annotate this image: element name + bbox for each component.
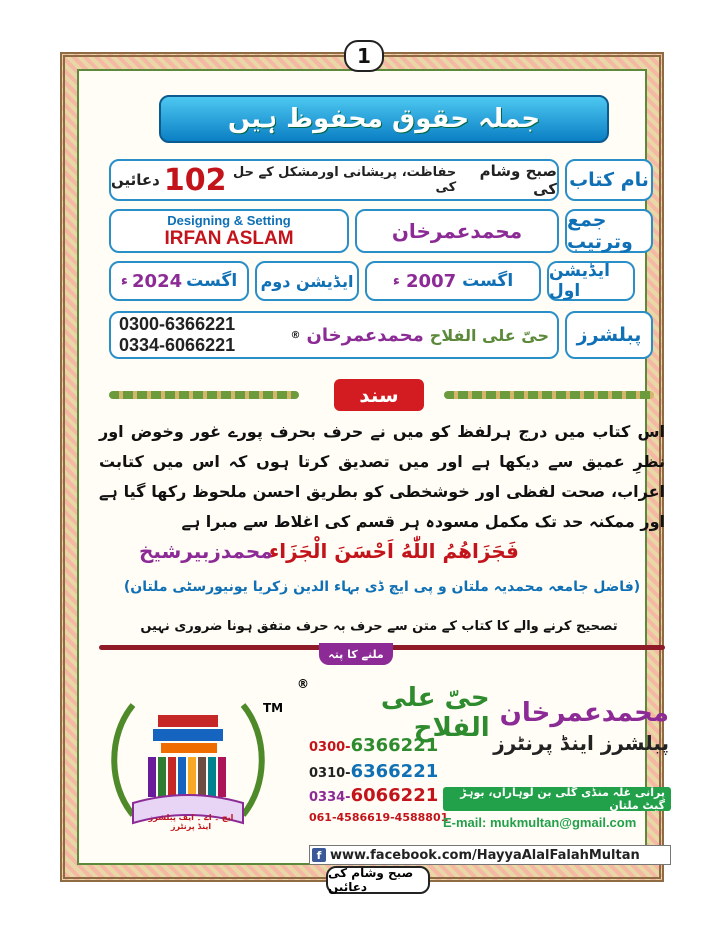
compiler-label: جمع وترتیب bbox=[565, 209, 653, 253]
vine-ornament-right bbox=[444, 391, 654, 399]
signer-credentials: (فاضل جامعہ محمدیہ ملتان و پی ایچ ڈی بہاء الدین زکریا یونیورسٹی ملتان) bbox=[123, 579, 641, 595]
dua-text: فَجَزَاهُمُ اللّٰهُ اَحْسَنَ الْجَزَاء bbox=[269, 539, 519, 563]
designer-box bbox=[109, 209, 349, 253]
book-name-number: 102 bbox=[163, 162, 227, 198]
edition2-month: اگست bbox=[186, 271, 238, 291]
email-line[interactable] bbox=[443, 815, 671, 830]
designer-name: IRFAN ASLAM bbox=[164, 227, 294, 249]
publisher-registered-mark: ® bbox=[290, 329, 301, 341]
page-border bbox=[60, 52, 669, 882]
sanad-heading: سند bbox=[334, 379, 424, 411]
page-content bbox=[77, 69, 669, 865]
publisher-phone-2: 0334-6066221 bbox=[119, 335, 236, 355]
email-address[interactable]: mukmultan@gmail.com bbox=[489, 815, 637, 830]
phone-2-number: 6366221 bbox=[350, 761, 439, 782]
edition1-date bbox=[365, 261, 541, 301]
edition2-year: 2024 bbox=[132, 270, 183, 292]
edition2-year-suffix: ء bbox=[120, 273, 129, 289]
facebook-url[interactable]: www.facebook.com/HayyaAlalFalahMultan bbox=[330, 847, 640, 863]
book-name-label: نام کتاب bbox=[565, 159, 653, 201]
contact-tag: ملنے کا پتہ bbox=[319, 643, 393, 665]
publishers-label: پبلشرز bbox=[565, 311, 653, 359]
footer-book-title: صبح وشام کی دعائیں bbox=[326, 866, 430, 894]
sub-brand: پبلشرز اینڈ پرنٹرز bbox=[493, 731, 669, 755]
page-title: جملہ حقوق محفوظ ہیں bbox=[159, 95, 609, 143]
contact-brand: حیّ علی الفلاح bbox=[380, 683, 490, 743]
edition1-year: 2007 bbox=[406, 270, 457, 292]
trademark-mark: TM bbox=[263, 701, 284, 715]
phone-3-number: 6066221 bbox=[350, 785, 439, 806]
email-label: E-mail: bbox=[443, 815, 487, 830]
book-name-suffix: دعائیں bbox=[111, 171, 160, 189]
edition1-month: اگست bbox=[462, 271, 514, 291]
phone-3-prefix: 0334- bbox=[309, 790, 351, 805]
compiler-name: محمدعمرخان bbox=[355, 209, 559, 253]
phone-1-prefix: 0300- bbox=[309, 740, 351, 755]
design-label: Designing & Setting bbox=[167, 212, 291, 228]
facebook-icon: f bbox=[312, 848, 326, 862]
address: پرانی غلہ منڈی گلی بن لوہاراں، بوہڑ گیٹ ملتان bbox=[443, 787, 671, 811]
phone-1-number: 6366221 bbox=[350, 735, 439, 756]
contact-registered-mark: ® bbox=[297, 677, 309, 691]
phone-1 bbox=[309, 735, 438, 756]
vine-ornament-left bbox=[109, 391, 299, 399]
book-name-prefix: صبح وشام کی bbox=[479, 162, 557, 198]
book-name-value bbox=[109, 159, 559, 201]
landline: 061-4586619-4588801 bbox=[309, 811, 449, 824]
signer-name: محمدزبیرشیخ bbox=[139, 539, 273, 563]
book-name-mid: حفاظت، پریشانی اورمشکل کے حل کی bbox=[232, 165, 457, 195]
disclaimer-note: تصحیح کرنے والے کا کتاب کے متن سے حرف بہ حرف متفق ہونا ضروری نہیں bbox=[140, 619, 618, 634]
publishers-value bbox=[109, 311, 559, 359]
phone-2 bbox=[309, 761, 438, 782]
phone-3 bbox=[309, 785, 438, 806]
edition1-label: ایڈیشن اول bbox=[547, 261, 635, 301]
page-number: 1 bbox=[344, 40, 384, 72]
facebook-link[interactable] bbox=[309, 845, 671, 865]
publisher-names bbox=[291, 325, 549, 346]
edition2-date bbox=[109, 261, 249, 301]
sanad-header bbox=[109, 379, 655, 409]
logo-ribbon-text: ایچ ۔ اے ۔ ایف پبلشرز اینڈ پرنٹرز bbox=[148, 813, 234, 831]
publisher-phones bbox=[119, 314, 235, 356]
edition2-label: ایڈیشن دوم bbox=[255, 261, 359, 301]
sanad-paragraph: اس کتاب میں درج ہرلفظ کو میں نے حرف بحرف پورے غور وخوض اور نظرِ عمیق سے دیکھا ہے اور میں تصدیق کرتا ہوں کہ اس میں کتابت اعراب، صحت لفظی اور خوشخطی کو بطریق احسن ملحوظ رکھا گیا ہے اور ممکنہ حد تک مکمل مسودہ ہر قسم کی اغلاط سے مبرا ہے bbox=[99, 422, 665, 531]
publisher-name: محمدعمرخان bbox=[306, 324, 424, 346]
publisher-brand: حیّ علی الفلاح bbox=[429, 325, 549, 345]
phone-2-prefix: 0310- bbox=[309, 766, 351, 781]
edition1-year-suffix: ء bbox=[392, 273, 401, 289]
publisher-phone-1: 0300-6366221 bbox=[119, 314, 236, 334]
contact-name: محمدعمرخان bbox=[499, 698, 669, 728]
